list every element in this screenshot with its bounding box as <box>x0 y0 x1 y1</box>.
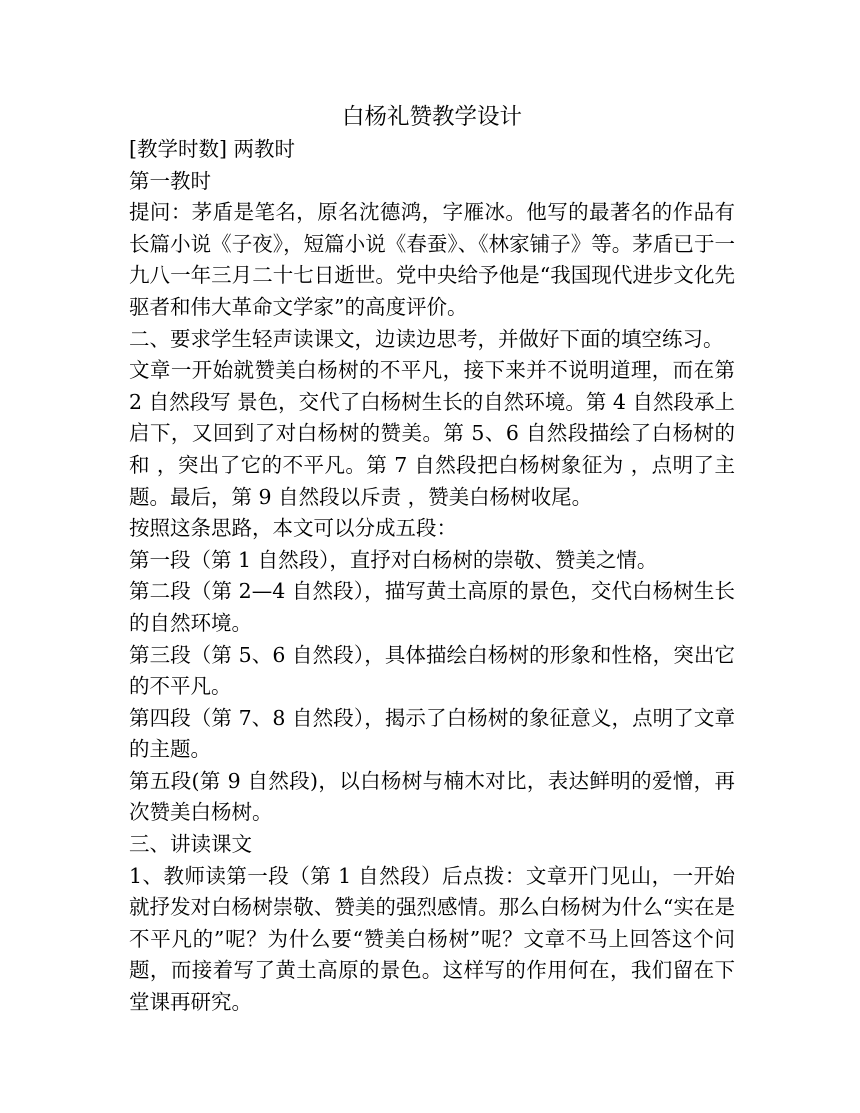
section-heading-first-lesson: 第一教时 <box>129 168 211 193</box>
paragraph-question-author: 提问：茅盾是笔名，原名沈德鸿，字雁冰。他写的最著名的作品有长篇小说《子夜》，短篇小说《春蚕》、《林家铺子》等。茅盾已于一九八一年三月二十七日逝世。党中央给予他是“我国现代进步文化先驱者和伟大革命文学家”的高度评价。 <box>129 200 735 319</box>
paragraph-section-four: 第四段（第 7、8 自然段），揭示了白杨树的象征意义，点明了文章的主题。 <box>129 705 735 762</box>
paragraph-teacher-reading: 1、教师读第一段（第 1 自然段）后点拨：文章开门见山，一开始就抒发对白杨树崇敬、赞美的强烈感情。那么白杨树为什么“实在是不平凡的”呢？为什么要“赞美白杨树”呢？文章不马上回答这个问题，而接着写了黄土高原的景色。这样写的作用何在，我们留在下堂课再研究。 <box>129 863 735 1015</box>
section-heading-lecture: 三、讲读课文 <box>129 832 252 857</box>
document-title: 白杨礼赞教学设计 <box>341 104 522 130</box>
class-hours-line: [教学时数] 两教时 <box>129 137 296 161</box>
paragraph-section-five: 第五段(第 9 自然段)，以白杨树与楠木对比，表达鲜明的爱憎，再次赞美白杨树。 <box>129 768 735 825</box>
paragraph-section-one: 第一段（第 1 自然段），直抒对白杨树的崇敬、赞美之情。 <box>129 547 658 572</box>
paragraph-structure-intro: 按照这条思路，本文可以分成五段： <box>129 516 457 541</box>
paragraph-fill-in-exercise: 文章一开始就赞美白杨树的不平凡，接下来并不说明道理，而在第 2 自然段写 景色，交代了白杨树生长的自然环境。第 4 自然段承上启下，又回到了对白杨树的赞美。第 5、6 自然段描绘了白杨树的 和 ，突出了它的不平凡。第 7 自然段把白杨树象征为 ，点明了主题。最后，第 9 自然段以斥责 ，赞美白杨树收尾。 <box>129 358 735 509</box>
paragraph-section-two: 第二段（第 2—4 自然段），描写黄土高原的景色，交代白杨树生长的自然环境。 <box>129 579 735 635</box>
document-page <box>129 100 735 1019</box>
paragraph-section-three: 第三段（第 5、6 自然段），具体描绘白杨树的形象和性格，突出它的不平凡。 <box>129 642 735 699</box>
paragraph-reading-task: 二、要求学生轻声读课文，边读边思考，并做好下面的填空练习。 <box>129 326 724 351</box>
